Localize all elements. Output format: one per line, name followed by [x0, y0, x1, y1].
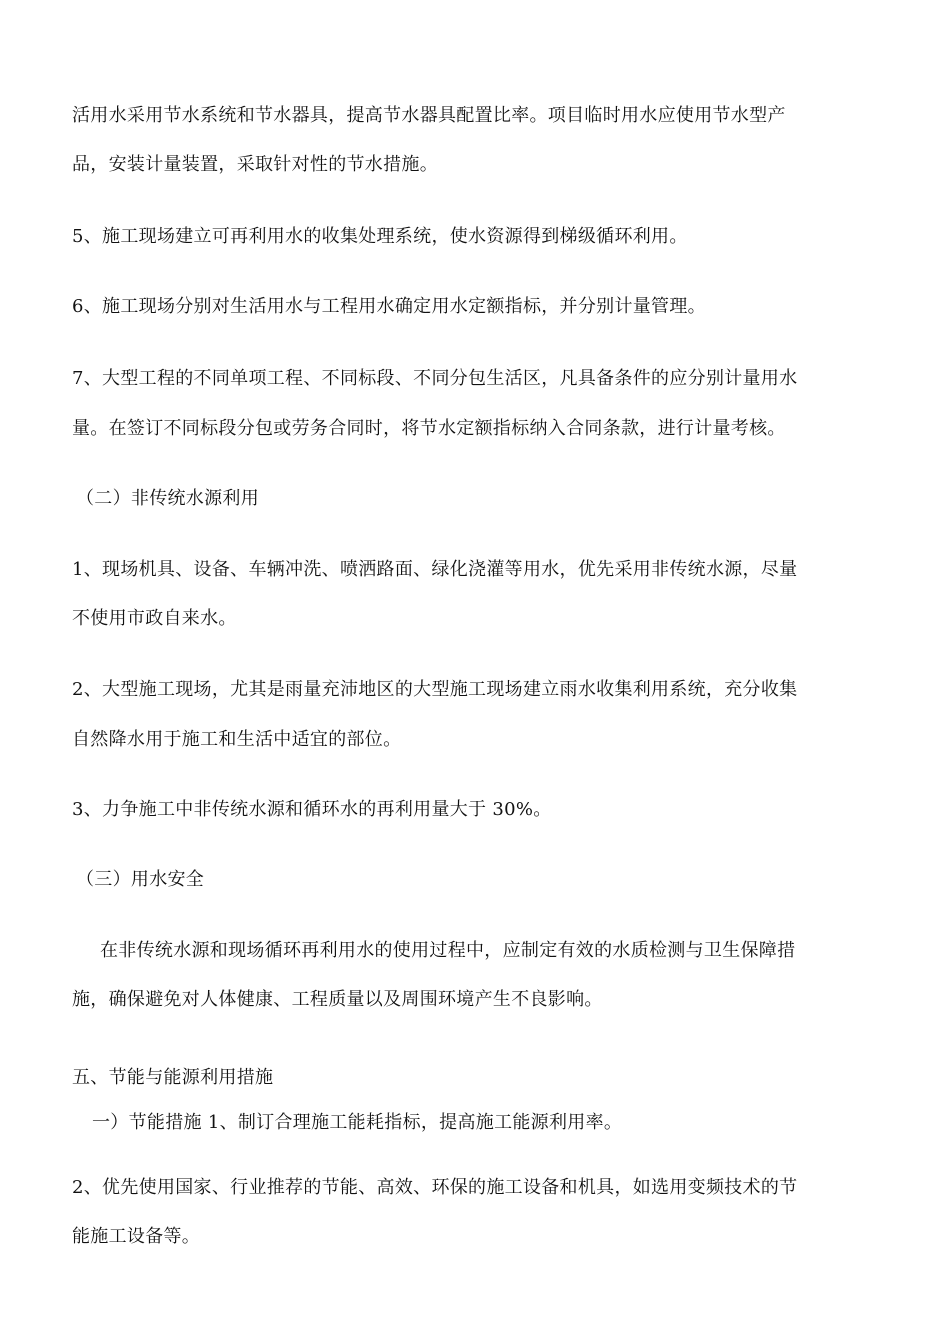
paragraph-line: 活用水采用节水系统和节水器具，提高节水器具配置比率。项目临时用水应使用节水型产 — [72, 105, 786, 126]
paragraph-line: 在非传统水源和现场循环再利用水的使用过程中，应制定有效的水质检测与卫生保障措 — [100, 940, 796, 961]
paragraph-line: 自然降水用于施工和生活中适宜的部位。 — [72, 729, 402, 750]
section-heading: 一）节能措施 1、制订合理施工能耗指标，提高施工能源利用率。 — [92, 1112, 623, 1133]
paragraph-line: 能施工设备等。 — [72, 1226, 201, 1247]
list-item-2: 2、大型施工现场，尤其是雨量充沛地区的大型施工现场建立雨水收集利用系统，充分收集 — [72, 679, 798, 700]
list-item-7: 7、大型工程的不同单项工程、不同标段、不同分包生活区，凡具备条件的应分别计量用水 — [72, 368, 798, 389]
list-item-5: 5、施工现场建立可再利用水的收集处理系统，使水资源得到梯级循环利用。 — [72, 226, 688, 247]
list-item-6: 6、施工现场分别对生活用水与工程用水确定用水定额指标，并分别计量管理。 — [72, 296, 706, 317]
paragraph-line: 品，安装计量装置，采取针对性的节水措施。 — [72, 154, 438, 175]
paragraph-line: 不使用市政自来水。 — [72, 608, 237, 629]
paragraph-line: 施，确保避免对人体健康、工程质量以及周围环境产生不良影响。 — [72, 989, 603, 1010]
list-item-1: 1、现场机具、设备、车辆冲洗、喷洒路面、绿化浇灌等用水，优先采用非传统水源，尽量 — [72, 559, 798, 580]
section-heading: （三）用水安全 — [76, 869, 205, 890]
paragraph-line: 量。在签订不同标段分包或劳务合同时，将节水定额指标纳入合同条款，进行计量考核。 — [72, 418, 786, 439]
chapter-heading: 五、节能与能源利用措施 — [72, 1067, 274, 1088]
section-heading: （二）非传统水源利用 — [76, 488, 259, 509]
list-item-2: 2、优先使用国家、行业推荐的节能、高效、环保的施工设备和机具，如选用变频技术的节 — [72, 1177, 798, 1198]
list-item-3: 3、力争施工中非传统水源和循环水的再利用量大于 30%。 — [72, 799, 552, 820]
